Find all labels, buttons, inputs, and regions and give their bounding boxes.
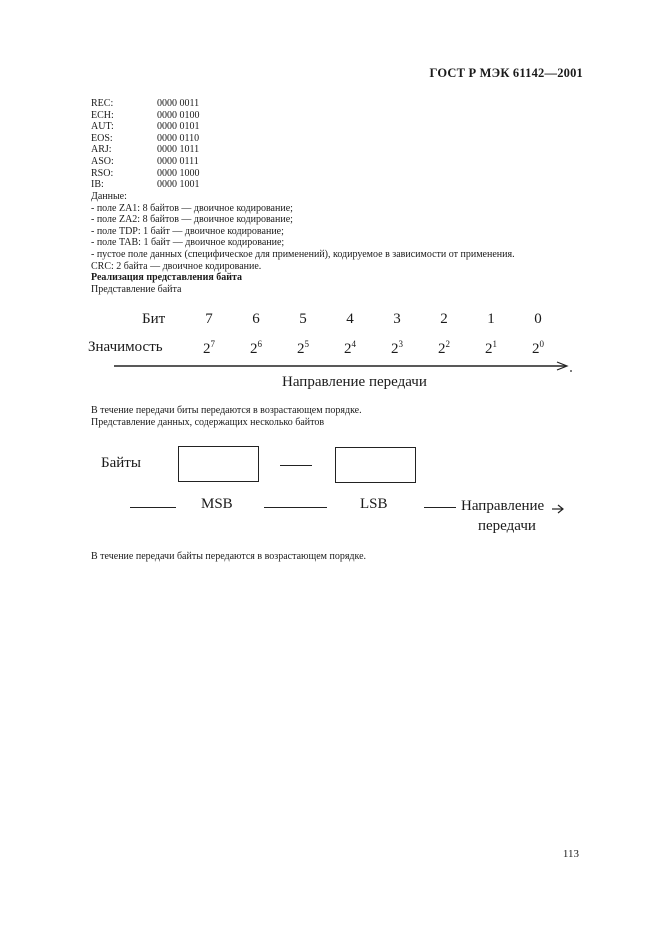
code-value: 0000 1001 [157, 179, 200, 191]
bit-label: Бит [142, 311, 166, 327]
bit-number: 4 [346, 311, 354, 327]
code-value: 0000 0111 [157, 155, 199, 167]
bit-weight [429, 339, 459, 358]
bit-number: 1 [487, 311, 495, 327]
bit-weight [194, 339, 224, 358]
byte-subheading: Представление байта [91, 283, 182, 295]
paragraph: Представление данных, содержащих несколько байтов [91, 417, 325, 428]
bit-weight [382, 339, 412, 358]
data-item: - поле ZA2: 8 байтов — двоичное кодирование; [91, 214, 293, 226]
bit-number: 7 [205, 311, 213, 327]
direction-arrow-icon [110, 360, 580, 374]
weight-base: 2 [391, 341, 399, 357]
bit-weight [476, 339, 506, 358]
dash-line [424, 507, 456, 508]
code-value: 0000 1000 [157, 167, 200, 179]
document-header: ГОСТ Р МЭК 61142—2001 [429, 66, 583, 80]
byte-direction-label: Направление [461, 498, 545, 514]
weight-exponent: 7 [210, 339, 215, 349]
weight-base: 2 [297, 341, 305, 357]
code-value: 0000 1011 [157, 144, 200, 156]
bit-weight [335, 339, 365, 358]
weight-exponent: 3 [398, 339, 403, 349]
byte-box [178, 446, 259, 482]
weight-base: 2 [250, 341, 258, 357]
data-item: - поле TAB: 1 байт — двоичное кодирование; [91, 237, 285, 249]
code-name: AUT: [91, 121, 114, 133]
arrow-right-icon [551, 503, 565, 515]
weight-base: 2 [438, 341, 446, 357]
weight-label: Значимость [88, 339, 163, 355]
byte-box [335, 447, 416, 483]
weight-base: 2 [344, 341, 352, 357]
code-name: EOS: [91, 132, 113, 144]
weight-base: 2 [203, 341, 211, 357]
byte-separator [280, 465, 312, 466]
code-value: 0000 0110 [157, 132, 200, 144]
weight-base: 2 [485, 341, 493, 357]
code-name: REC: [91, 98, 114, 109]
bytes-label: Байты [101, 455, 141, 471]
code-name: ASO: [91, 155, 114, 167]
weight-exponent: 4 [351, 339, 356, 349]
code-value: 0000 0100 [157, 109, 200, 121]
byte-direction-label: передачи [478, 518, 536, 534]
code-list [91, 98, 200, 191]
bit-weight [523, 339, 553, 358]
bit-weight [288, 339, 318, 358]
data-item: - поле ZA1: 8 байтов — двоичное кодирование; [91, 202, 293, 214]
weight-exponent: 0 [539, 339, 544, 349]
dash-line [264, 507, 327, 508]
code-row [91, 168, 200, 180]
data-section [91, 191, 515, 295]
bit-number: 6 [252, 311, 260, 327]
paragraph: В течение передачи байты передаются в возрастающем порядке. [91, 551, 367, 562]
section-heading: Реализация представления байта [91, 272, 243, 284]
paragraph: В течение передачи биты передаются в возрастающем порядке. [91, 405, 362, 416]
crc-line: CRC: 2 байта — двоичное кодирование. [91, 260, 262, 272]
bit-direction-label: Направление передачи [282, 374, 427, 390]
weight-exponent: 1 [492, 339, 497, 349]
bit-number: 5 [299, 311, 307, 327]
bit-number: 0 [534, 311, 542, 327]
code-name: IB: [91, 179, 104, 191]
lsb-label: LSB [360, 496, 388, 512]
code-value: 0000 0101 [157, 121, 200, 133]
weight-exponent: 6 [257, 339, 262, 349]
bit-number: 3 [393, 311, 401, 327]
weight-exponent: 2 [445, 339, 450, 349]
code-row [91, 98, 200, 110]
weight-base: 2 [532, 341, 540, 357]
code-row [91, 144, 200, 156]
data-item: - поле TDP: 1 байт — двоичное кодирование; [91, 225, 284, 237]
code-row [91, 156, 200, 168]
data-item: - пустое поле данных (специфическое для применений), кодируемое в зависимости от применения. [91, 248, 515, 260]
code-row [91, 121, 200, 133]
data-heading: Данные: [91, 191, 127, 202]
bit-number: 2 [440, 311, 448, 327]
code-value: 0000 0011 [157, 98, 200, 109]
dash-line [130, 507, 176, 508]
code-name: ARJ: [91, 144, 112, 156]
code-name: ECH: [91, 109, 114, 121]
bit-weight [241, 339, 271, 358]
code-row [91, 133, 200, 145]
weight-exponent: 5 [304, 339, 309, 349]
code-row [91, 110, 200, 122]
page-number: 113 [562, 848, 579, 860]
code-name: RSO: [91, 167, 114, 179]
code-row [91, 179, 200, 191]
msb-label: MSB [201, 496, 233, 512]
